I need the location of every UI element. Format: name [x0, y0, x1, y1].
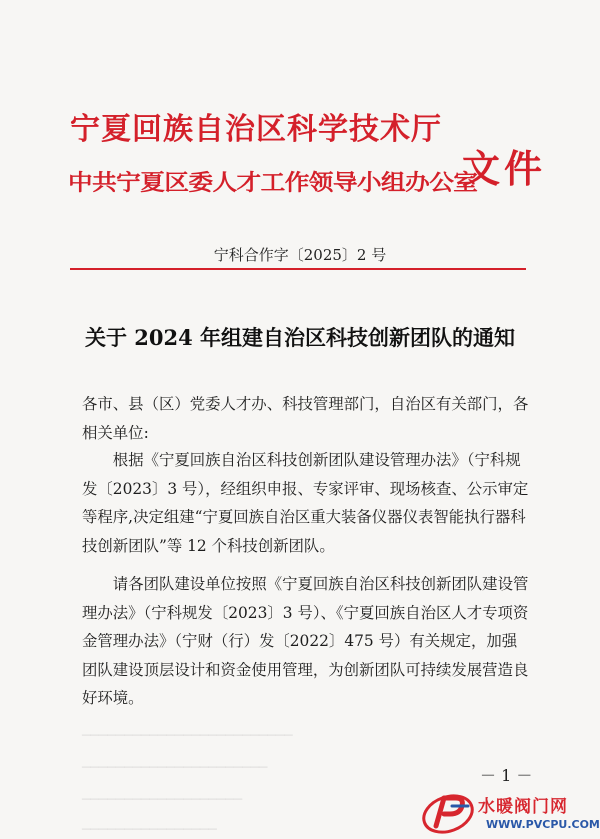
- watermark-site-name: 水暖阀门网: [478, 797, 568, 817]
- bleed-through-line: ───────────────────: [82, 792, 243, 808]
- watermark-site-url: WWW.PVCPU.COM: [486, 818, 600, 831]
- paragraph-2: 请各团队建设单位按照《宁夏回族自治区科技创新团队建设管理办法》（宁科规发〔2023〕3 号）、《宁夏回族自治区人才专项资金管理办法》（宁财（行）发〔2022〕475 号）有关规定，加强团队建设顶层设计和资金使用管理，为创新团队可持续发展营造良好环境。: [82, 575, 529, 707]
- bleed-through-line: ────────────────: [82, 822, 217, 838]
- bleed-through-line: ─────────────────────────: [82, 728, 293, 744]
- watermark-logo-icon: [420, 790, 476, 834]
- paragraph-1: 根据《宁夏回族自治区科技创新团队建设管理办法》（宁科规发〔2023〕3 号），经组织申报、专家评审、现场核查、公示审定等程序,决定组建“宁夏回族自治区重大装备仪器仪表智能执行器科技创新团队”等 12 个科技创新团队。: [82, 451, 529, 555]
- document-number: 宁科合作字〔2025〕2 号: [213, 246, 387, 264]
- file-mark: 文件: [462, 146, 547, 191]
- notice-title: 关于 2024 年组建自治区科技创新团队的通知: [84, 325, 516, 350]
- bleed-through-line: ──────────────────────: [82, 760, 268, 776]
- issuing-org-2: 中共宁夏区委人才工作领导小组办公室: [68, 170, 478, 196]
- page-number: － 1 －: [480, 766, 533, 785]
- salutation: 各市、县（区）党委人才办、科技管理部门，自治区有关部门，各相关单位:: [82, 395, 529, 442]
- red-divider: [70, 268, 526, 270]
- issuing-org-1: 宁夏回族自治区科学技术厅: [70, 112, 442, 147]
